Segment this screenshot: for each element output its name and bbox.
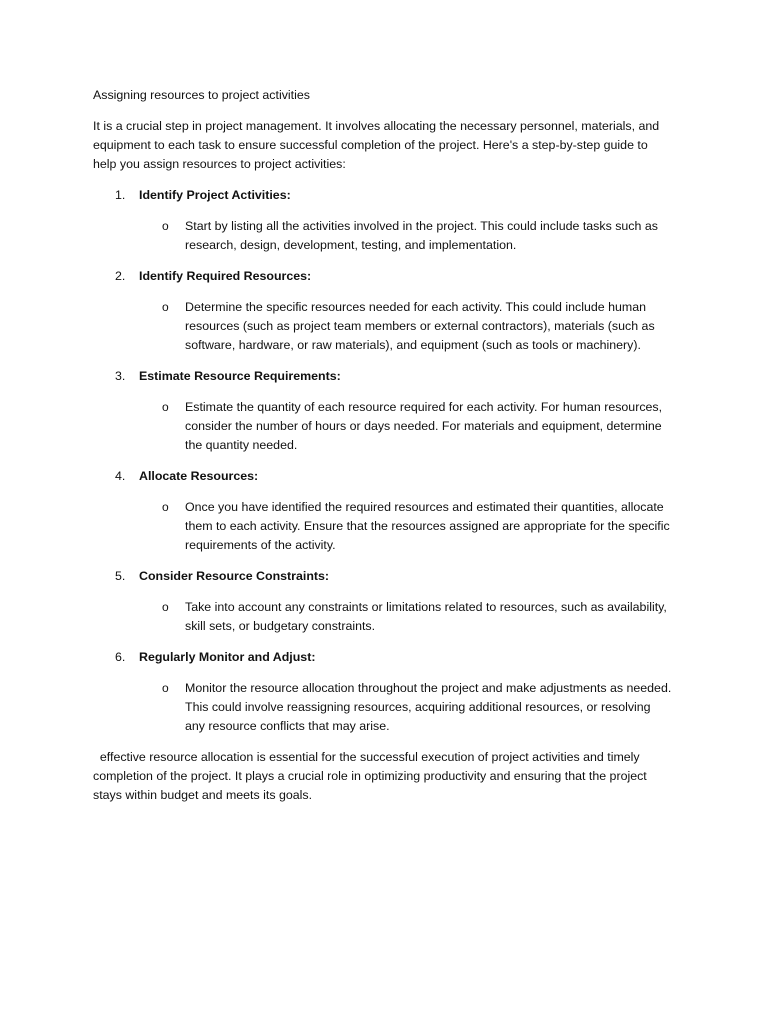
step-number: 6. [115, 650, 126, 664]
step-item [93, 367, 673, 455]
step-description: Monitor the resource allocation throughout the project and make adjustments as needed. This could involve reassigning resources, acquiring additional resources, or resolving any resource conflicts that may arise. [185, 681, 672, 733]
bullet-icon: o [162, 219, 169, 233]
step-heading-text: Identify Required Resources: [139, 269, 312, 283]
step-bullet [93, 217, 673, 255]
bullet-icon: o [162, 600, 169, 614]
step-heading [93, 186, 673, 205]
bullet-icon: o [162, 400, 169, 414]
step-number: 1. [115, 188, 126, 202]
step-number: 5. [115, 569, 126, 583]
step-heading [93, 567, 673, 586]
step-heading-text: Identify Project Activities: [139, 188, 291, 202]
step-description: Once you have identified the required resources and estimated their quantities, allocate them to each activity. Ensure that the resources assigned are appropriate for the specific requirements of the activity. [185, 500, 670, 552]
step-bullet [93, 498, 673, 555]
bullet-icon: o [162, 681, 169, 695]
steps-list [93, 186, 673, 736]
closing-paragraph [93, 748, 673, 805]
step-item [93, 467, 673, 555]
step-number: 4. [115, 469, 126, 483]
step-heading [93, 267, 673, 286]
step-heading-text: Estimate Resource Requirements: [139, 369, 341, 383]
closing-text: effective resource allocation is essential for the successful execution of project activities and timely completion of the project. It plays a crucial role in optimizing productivity and ensuring that the project stays within budget and meets its goals. [93, 750, 647, 802]
step-description: Estimate the quantity of each resource required for each activity. For human resources, consider the number of hours or days needed. For materials and equipment, determine the quantity needed. [185, 400, 663, 452]
step-bullet [93, 398, 673, 455]
step-heading [93, 648, 673, 667]
step-heading-text: Allocate Resources: [139, 469, 259, 483]
step-number: 2. [115, 269, 126, 283]
step-heading [93, 467, 673, 486]
step-heading-text: Consider Resource Constraints: [139, 569, 330, 583]
step-bullet [93, 598, 673, 636]
step-heading-text: Regularly Monitor and Adjust: [139, 650, 316, 664]
step-item [93, 186, 673, 255]
step-bullet [93, 679, 673, 736]
step-heading [93, 367, 673, 386]
bullet-icon: o [162, 300, 169, 314]
intro-paragraph: It is a crucial step in project management. It involves allocating the necessary personnel, materials, and equipment to each task to ensure successful completion of the project. Here's a step-by-step guide to help you assign resources to project activities: [93, 119, 660, 171]
step-item [93, 648, 673, 736]
step-item [93, 567, 673, 636]
bullet-icon: o [162, 500, 169, 514]
step-description: Determine the specific resources needed for each activity. This could include human resources (such as project team members or external contractors), materials (such as software, hardware, or raw materials), and equipment (such as tools or machinery). [185, 300, 655, 352]
step-item [93, 267, 673, 355]
step-bullet [93, 298, 673, 355]
document-title: Assigning resources to project activities [93, 88, 310, 102]
step-description: Start by listing all the activities involved in the project. This could include tasks such as research, design, development, testing, and implementation. [185, 219, 658, 252]
step-description: Take into account any constraints or limitations related to resources, such as availability, skill sets, or budgetary constraints. [185, 600, 667, 633]
document-content [93, 86, 673, 805]
step-number: 3. [115, 369, 126, 383]
